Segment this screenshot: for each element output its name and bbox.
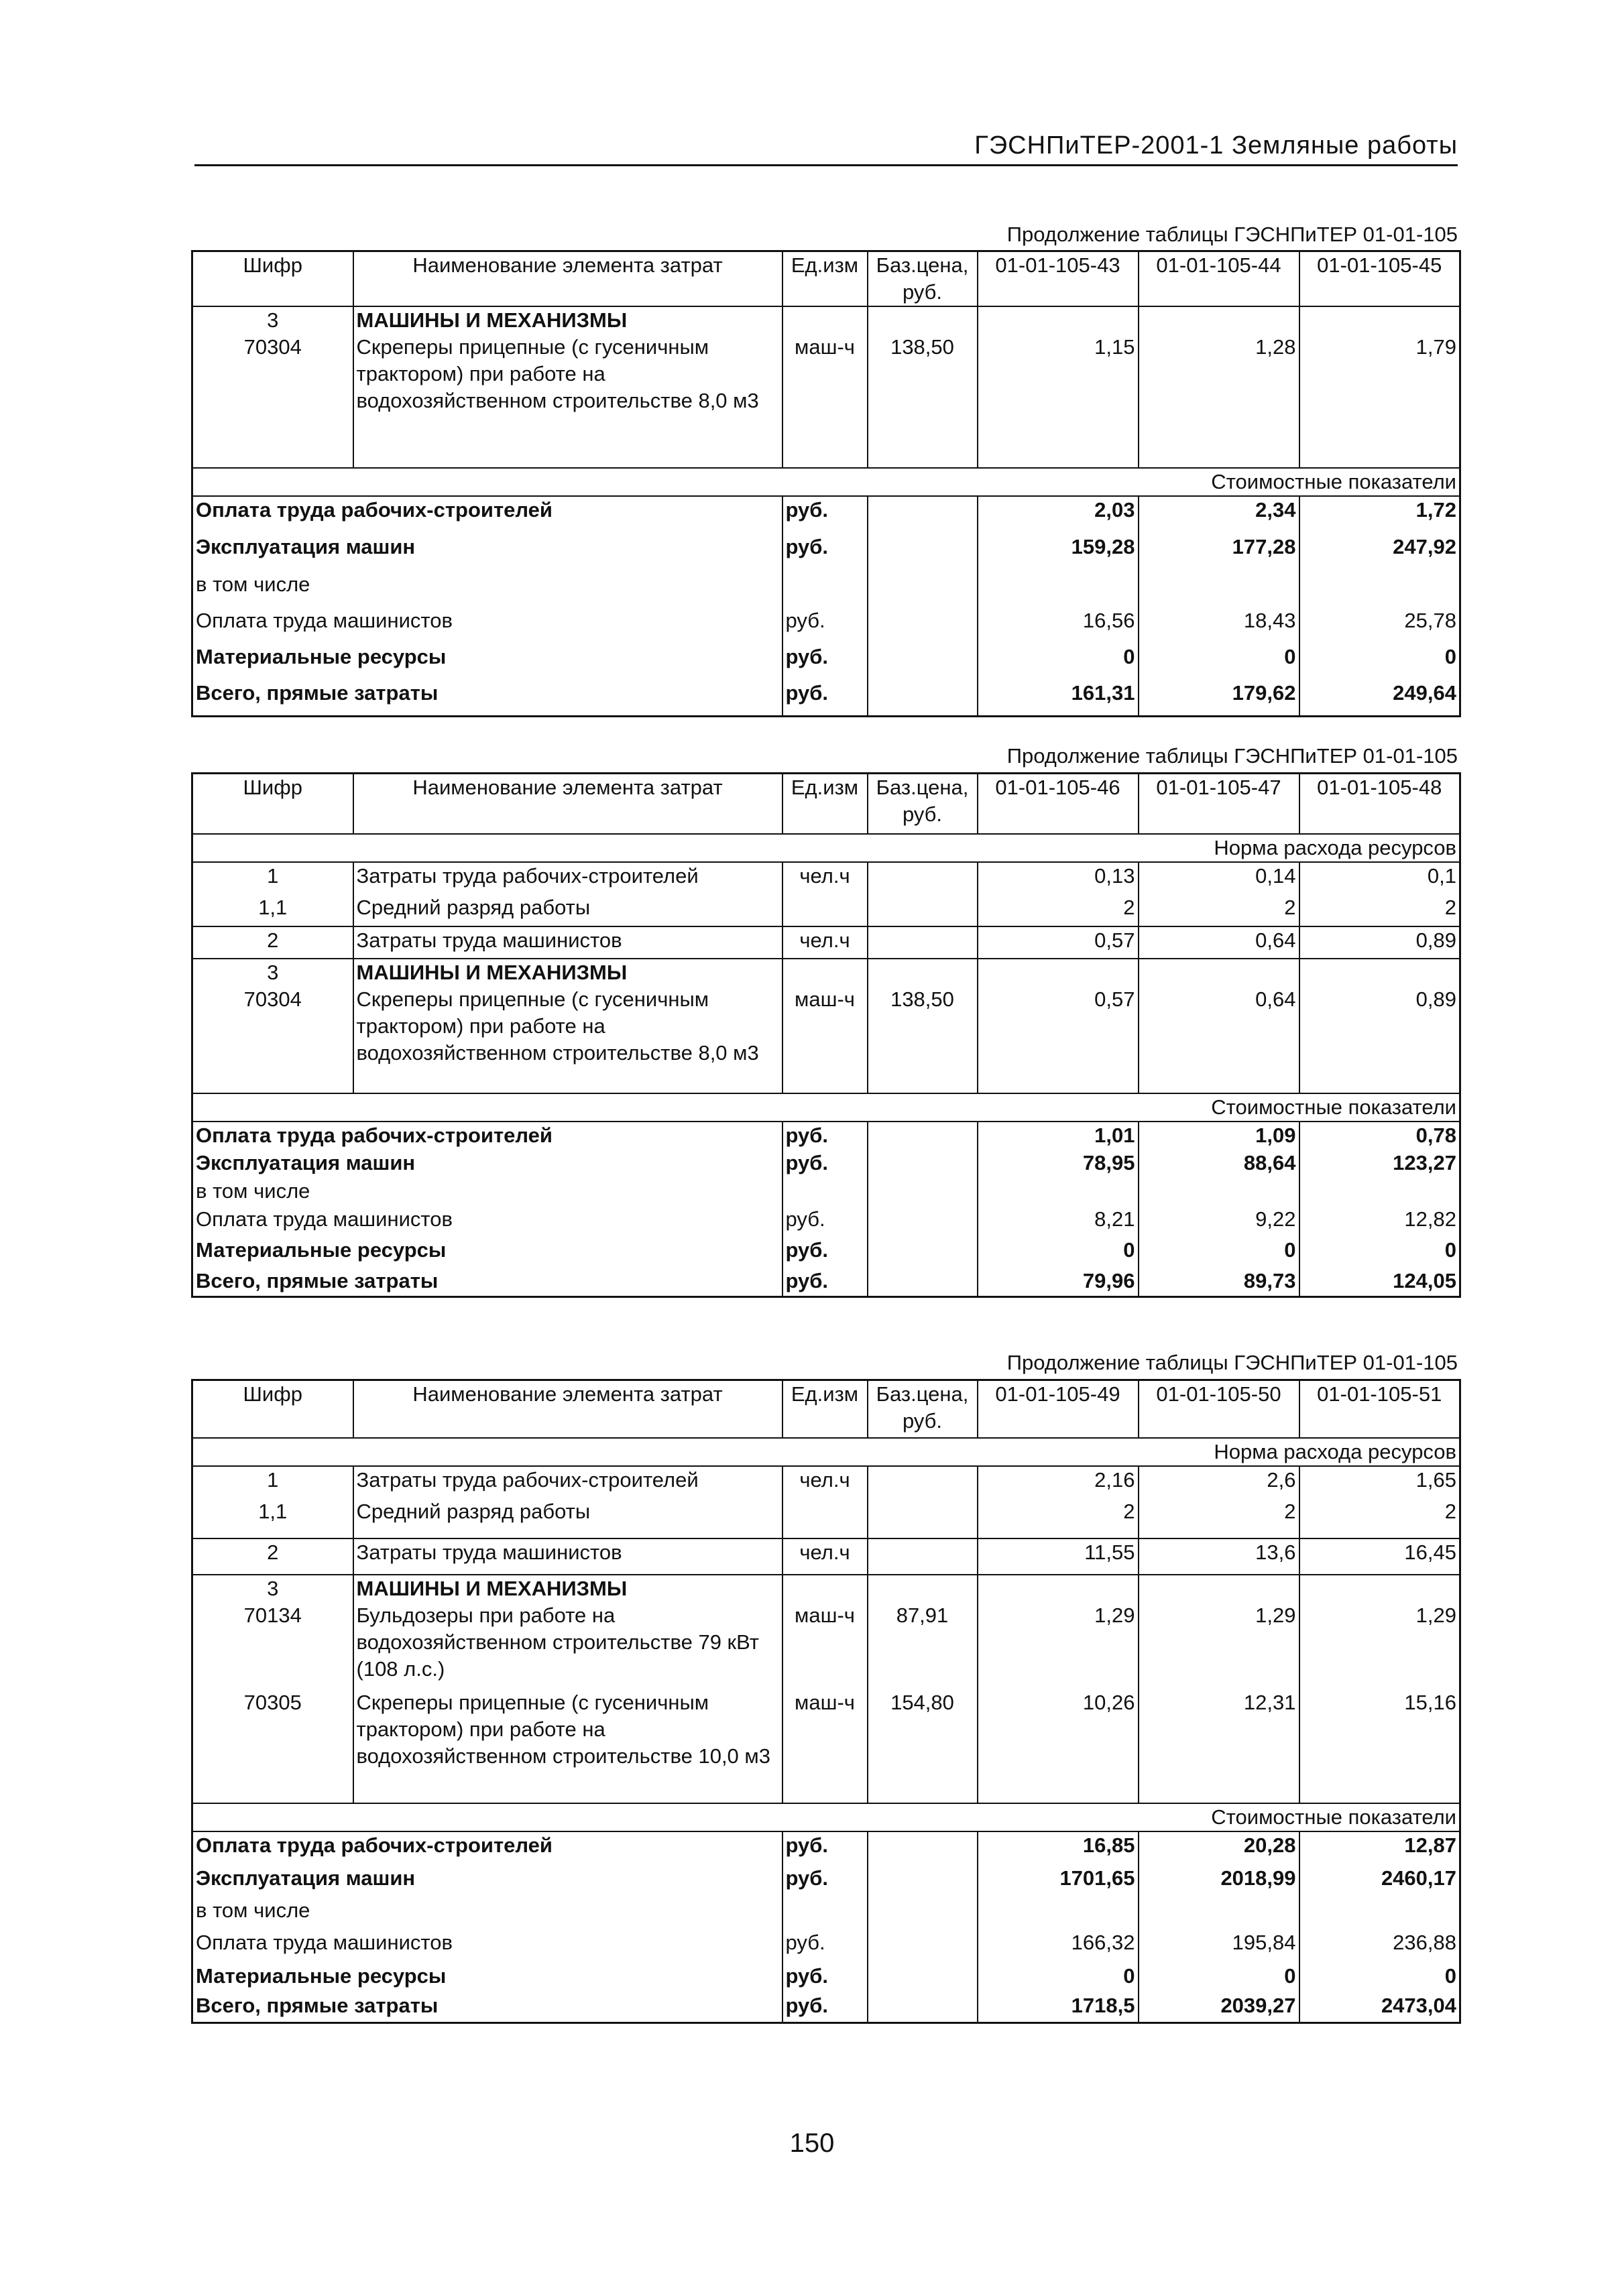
- cell-price: 138,50: [868, 334, 978, 468]
- cell-value: 2039,27: [1139, 1992, 1299, 2023]
- cell-value: 2: [1299, 1498, 1460, 1538]
- table-row: [192, 862, 1460, 894]
- cell-name: МАШИНЫ И МЕХАНИЗМЫ: [353, 1575, 782, 1602]
- cost-row: [192, 1929, 1460, 1963]
- col-code: 01-01-105-46: [978, 774, 1139, 834]
- cost-label: Эксплуатация машин: [196, 535, 416, 558]
- cell-value: 1,29: [1139, 1602, 1299, 1689]
- cost-row: [192, 1963, 1460, 1992]
- cell-name: Бульдозеры при работе на водохозяйственном строительстве 79 кВт (108 л.с.): [353, 1602, 782, 1689]
- cell-value: 0,14: [1139, 862, 1299, 894]
- table-row: [192, 1689, 1460, 1803]
- cell-price: 154,80: [868, 1689, 978, 1803]
- section-cost-indicators: Стоимостные показатели: [192, 1803, 1460, 1831]
- cell-value: 166,32: [978, 1929, 1139, 1963]
- section-row: [192, 834, 1460, 862]
- cost-row: [192, 1268, 1460, 1297]
- col-code: 01-01-105-44: [1139, 251, 1299, 307]
- col-price: Баз.цена, руб.: [868, 774, 978, 834]
- cell-value: 88,64: [1139, 1150, 1299, 1178]
- table-row: [192, 1466, 1460, 1498]
- cell-unit: чел.ч: [782, 926, 868, 959]
- cost-label: Материальные ресурсы: [196, 645, 447, 668]
- cost-label: в том числе: [196, 1898, 310, 1922]
- cost-row: [192, 1992, 1460, 2023]
- table-row: [192, 926, 1460, 959]
- cell-value: 1701,65: [978, 1865, 1139, 1897]
- cost-row: [192, 1237, 1460, 1268]
- cell-value: 2: [1139, 894, 1299, 926]
- table-header-row: [192, 774, 1460, 834]
- col-code: 01-01-105-51: [1299, 1380, 1460, 1438]
- cost-unit: руб.: [782, 1237, 868, 1268]
- page-number: 150: [789, 2128, 835, 2158]
- cell-price: 87,91: [868, 1602, 978, 1689]
- cell-value: 12,87: [1299, 1831, 1460, 1865]
- table-row: [192, 334, 1460, 468]
- cell-value: 0,64: [1139, 926, 1299, 959]
- cost-unit: руб.: [782, 1122, 868, 1150]
- cell-value: 0: [978, 1237, 1139, 1268]
- cost-unit: руб.: [782, 1929, 868, 1963]
- cell-value: 16,56: [978, 607, 1139, 644]
- cost-label: Оплата труда машинистов: [196, 1930, 453, 1954]
- cost-label: Всего, прямые затраты: [196, 1993, 439, 2017]
- cost-label: Материальные ресурсы: [196, 1963, 447, 1988]
- col-price: Баз.цена, руб.: [868, 251, 978, 307]
- cell-value: 124,05: [1299, 1268, 1460, 1297]
- cell-value: 20,28: [1139, 1831, 1299, 1865]
- section-row: [192, 1438, 1460, 1466]
- section-row: [192, 1093, 1460, 1122]
- cell-cipher: 70304: [243, 335, 302, 359]
- cost-label: Эксплуатация машин: [196, 1866, 416, 1890]
- cell-name: Затраты труда рабочих-строителей: [353, 1466, 782, 1498]
- cell-value: 177,28: [1139, 534, 1299, 571]
- cell-value: 0,78: [1299, 1122, 1460, 1150]
- cell-value: 1,29: [1299, 1602, 1460, 1689]
- cell-value: 1,28: [1139, 334, 1299, 468]
- cost-unit: руб.: [782, 1206, 868, 1237]
- cost-label: Оплата труда машинистов: [196, 1207, 453, 1231]
- cell-value: 0,89: [1299, 926, 1460, 959]
- cost-row: [192, 644, 1460, 680]
- cell-unit: маш-ч: [782, 1689, 868, 1803]
- cell-cipher: 70134: [243, 1603, 302, 1627]
- cell-value: 161,31: [978, 680, 1139, 716]
- col-code: 01-01-105-43: [978, 251, 1139, 307]
- cell-value: 236,88: [1299, 1929, 1460, 1963]
- cell-value: 1718,5: [978, 1992, 1139, 2023]
- cost-row: [192, 1122, 1460, 1150]
- cell-value: 123,27: [1299, 1150, 1460, 1178]
- cost-unit: руб.: [782, 1831, 868, 1865]
- cell-name: Скреперы прицепные (с гусеничным трактором) при работе на водохозяйственном строительстве 10,0 м3: [353, 1689, 782, 1803]
- cell-value: 79,96: [978, 1268, 1139, 1297]
- cell-name: Скреперы прицепные (с гусеничным трактором) при работе на водохозяйственном строительстве 8,0 м3: [353, 334, 782, 468]
- cell-value: 1,29: [978, 1602, 1139, 1689]
- cost-label: Оплата труда рабочих-строителей: [196, 1833, 553, 1857]
- col-unit: Ед.изм: [782, 1380, 868, 1438]
- cell-name: Затраты труда машинистов: [353, 1538, 782, 1575]
- cell-value: 2018,99: [1139, 1865, 1299, 1897]
- cell-value: 0,57: [978, 986, 1139, 1093]
- table-row: [192, 1602, 1460, 1689]
- cell-name: Средний разряд работы: [353, 1498, 782, 1538]
- cell-unit: чел.ч: [782, 1538, 868, 1575]
- cell-cipher: 2: [192, 926, 353, 959]
- cell-value: 2,34: [1139, 496, 1299, 534]
- table-row: [192, 1498, 1460, 1538]
- cell-cipher: 1: [267, 863, 279, 888]
- cost-unit: руб.: [782, 1865, 868, 1897]
- table-row: [192, 959, 1460, 986]
- cost-label: Оплата труда рабочих-строителей: [196, 498, 553, 522]
- cell-name: Скреперы прицепные (с гусеничным трактором) при работе на водохозяйственном строительстве 8,0 м3: [353, 986, 782, 1093]
- cell-value: 1,65: [1299, 1466, 1460, 1498]
- cost-label: в том числе: [196, 572, 310, 596]
- col-code: 01-01-105-50: [1139, 1380, 1299, 1438]
- cost-label: Эксплуатация машин: [196, 1150, 416, 1174]
- cell-value: 0: [1139, 644, 1299, 680]
- cell-value: 2: [978, 1498, 1139, 1538]
- col-code: 01-01-105-47: [1139, 774, 1299, 834]
- table-row: [192, 306, 1460, 334]
- cost-label: в том числе: [196, 1179, 310, 1203]
- cell-value: 10,26: [978, 1689, 1139, 1803]
- cell-value: 9,22: [1139, 1206, 1299, 1237]
- col-cipher: Шифр: [192, 251, 353, 307]
- col-name: Наименование элемента затрат: [353, 774, 782, 834]
- col-code: 01-01-105-48: [1299, 774, 1460, 834]
- cell-value: 247,92: [1299, 534, 1460, 571]
- cell-value: 0: [978, 644, 1139, 680]
- cell-value: 15,16: [1299, 1689, 1460, 1803]
- cost-label: Оплата труда машинистов: [196, 609, 453, 632]
- cell-cipher: 70304: [243, 987, 302, 1011]
- cell-value: 2,03: [978, 496, 1139, 534]
- cell-cipher: 70305: [243, 1690, 302, 1714]
- cell-value: 78,95: [978, 1150, 1139, 1178]
- cost-row: [192, 1206, 1460, 1237]
- table-header-row: [192, 251, 1460, 307]
- table-2: [191, 772, 1461, 1298]
- cell-name: МАШИНЫ И МЕХАНИЗМЫ: [353, 306, 782, 334]
- cell-value: 0: [1299, 1237, 1460, 1268]
- table-header-row: [192, 1380, 1460, 1438]
- col-cipher: Шифр: [192, 774, 353, 834]
- table-3-caption: Продолжение таблицы ГЭСНПиТЕР 01-01-105: [1006, 1351, 1458, 1374]
- cell-cipher: 3: [192, 959, 353, 986]
- cost-unit: руб.: [782, 644, 868, 680]
- section-row: [192, 1803, 1460, 1831]
- cell-value: 0: [1139, 1963, 1299, 1992]
- cell-value: 2473,04: [1299, 1992, 1460, 2023]
- cost-row: [192, 607, 1460, 644]
- cell-value: 8,21: [978, 1206, 1139, 1237]
- cost-unit: руб.: [782, 534, 868, 571]
- cost-label: Всего, прямые затраты: [196, 1268, 439, 1292]
- cell-value: 12,31: [1139, 1689, 1299, 1803]
- col-price: Баз.цена, руб.: [868, 1380, 978, 1438]
- cell-name: Затраты труда машинистов: [353, 926, 782, 959]
- cost-row: [192, 1897, 1460, 1929]
- cell-value: 195,84: [1139, 1929, 1299, 1963]
- cell-value: 13,6: [1139, 1538, 1299, 1575]
- cell-cipher: 1,1: [258, 895, 288, 919]
- cell-value: 1,15: [978, 334, 1139, 468]
- cell-name: Затраты труда рабочих-строителей: [353, 862, 782, 894]
- table-1: [191, 250, 1461, 717]
- cost-unit: руб.: [782, 1992, 868, 2023]
- cell-unit: маш-ч: [782, 1602, 868, 1689]
- section-resources-norm: Норма расхода ресурсов: [192, 1438, 1460, 1466]
- cell-value: 2,16: [978, 1466, 1139, 1498]
- cell-value: 2,6: [1139, 1466, 1299, 1498]
- cell-value: 18,43: [1139, 607, 1299, 644]
- cell-value: 0,64: [1139, 986, 1299, 1093]
- cell-value: 0,13: [978, 862, 1139, 894]
- cost-row: [192, 1865, 1460, 1897]
- cell-value: 0,57: [978, 926, 1139, 959]
- cell-value: 11,55: [978, 1538, 1139, 1575]
- cell-value: 0: [1299, 1963, 1460, 1992]
- cell-value: 25,78: [1299, 607, 1460, 644]
- cell-value: 2: [1139, 1498, 1299, 1538]
- cost-unit: руб.: [782, 496, 868, 534]
- cell-value: 16,45: [1299, 1538, 1460, 1575]
- table-3: [191, 1379, 1461, 2024]
- cost-row: [192, 571, 1460, 607]
- section-resources-norm: Норма расхода ресурсов: [192, 834, 1460, 862]
- cost-row: [192, 680, 1460, 716]
- cell-value: 2: [1299, 894, 1460, 926]
- table-row: [192, 1575, 1460, 1602]
- cell-cipher: 2: [192, 1538, 353, 1575]
- cell-value: 2460,17: [1299, 1865, 1460, 1897]
- table-row: [192, 986, 1460, 1093]
- cost-unit: руб.: [782, 680, 868, 716]
- cell-value: 0,1: [1299, 862, 1460, 894]
- cell-value: 179,62: [1139, 680, 1299, 716]
- cost-label: Всего, прямые затраты: [196, 681, 439, 705]
- cell-name: Средний разряд работы: [353, 894, 782, 926]
- cost-row: [192, 1150, 1460, 1178]
- cell-cipher: 3: [267, 308, 279, 332]
- cell-value: 0: [1299, 644, 1460, 680]
- cost-row: [192, 1178, 1460, 1206]
- cell-value: 2: [978, 894, 1139, 926]
- cell-value: 1,01: [978, 1122, 1139, 1150]
- cell-value: 1,09: [1139, 1122, 1299, 1150]
- col-unit: Ед.изм: [782, 774, 868, 834]
- cell-value: 0: [978, 1963, 1139, 1992]
- col-name: Наименование элемента затрат: [353, 1380, 782, 1438]
- cost-unit: руб.: [782, 607, 868, 644]
- cell-unit: чел.ч: [782, 862, 868, 894]
- section-cost-indicators: Стоимостные показатели: [192, 468, 1460, 496]
- cell-value: 1,72: [1299, 496, 1460, 534]
- cell-cipher: 1: [267, 1467, 279, 1492]
- cell-cipher: 1,1: [258, 1499, 288, 1523]
- cell-name: МАШИНЫ И МЕХАНИЗМЫ: [353, 959, 782, 986]
- cost-row: [192, 496, 1460, 534]
- cell-value: 0,89: [1299, 986, 1460, 1093]
- cell-value: 1,79: [1299, 334, 1460, 468]
- cost-row: [192, 1831, 1460, 1865]
- cost-unit: руб.: [782, 1963, 868, 1992]
- cost-label: Материальные ресурсы: [196, 1237, 447, 1262]
- col-cipher: Шифр: [192, 1380, 353, 1438]
- cell-value: 89,73: [1139, 1268, 1299, 1297]
- col-code: 01-01-105-45: [1299, 251, 1460, 307]
- cell-unit: чел.ч: [782, 1466, 868, 1498]
- col-unit: Ед.изм: [782, 251, 868, 307]
- page-header: ГЭСНПиТЕР-2001-1 Земляные работы: [194, 131, 1458, 166]
- cell-unit: маш-ч: [782, 986, 868, 1093]
- table-2-caption: Продолжение таблицы ГЭСНПиТЕР 01-01-105: [1006, 744, 1458, 768]
- cell-value: 0: [1139, 1237, 1299, 1268]
- col-name: Наименование элемента затрат: [353, 251, 782, 307]
- section-cost-indicators: Стоимостные показатели: [192, 1093, 1460, 1122]
- table-row: [192, 894, 1460, 926]
- cell-cipher: 3: [192, 1575, 353, 1602]
- cost-label: Оплата труда рабочих-строителей: [196, 1123, 553, 1147]
- cost-unit: руб.: [782, 1150, 868, 1178]
- cell-price: 138,50: [868, 986, 978, 1093]
- table-row: [192, 1538, 1460, 1575]
- cost-unit: руб.: [782, 1268, 868, 1297]
- cell-value: 12,82: [1299, 1206, 1460, 1237]
- cell-value: 16,85: [978, 1831, 1139, 1865]
- cell-unit: маш-ч: [782, 334, 868, 468]
- table-1-caption: Продолжение таблицы ГЭСНПиТЕР 01-01-105: [1006, 223, 1458, 246]
- cell-value: 159,28: [978, 534, 1139, 571]
- cost-row: [192, 534, 1460, 571]
- section-row: [192, 468, 1460, 496]
- col-code: 01-01-105-49: [978, 1380, 1139, 1438]
- cell-value: 249,64: [1299, 680, 1460, 716]
